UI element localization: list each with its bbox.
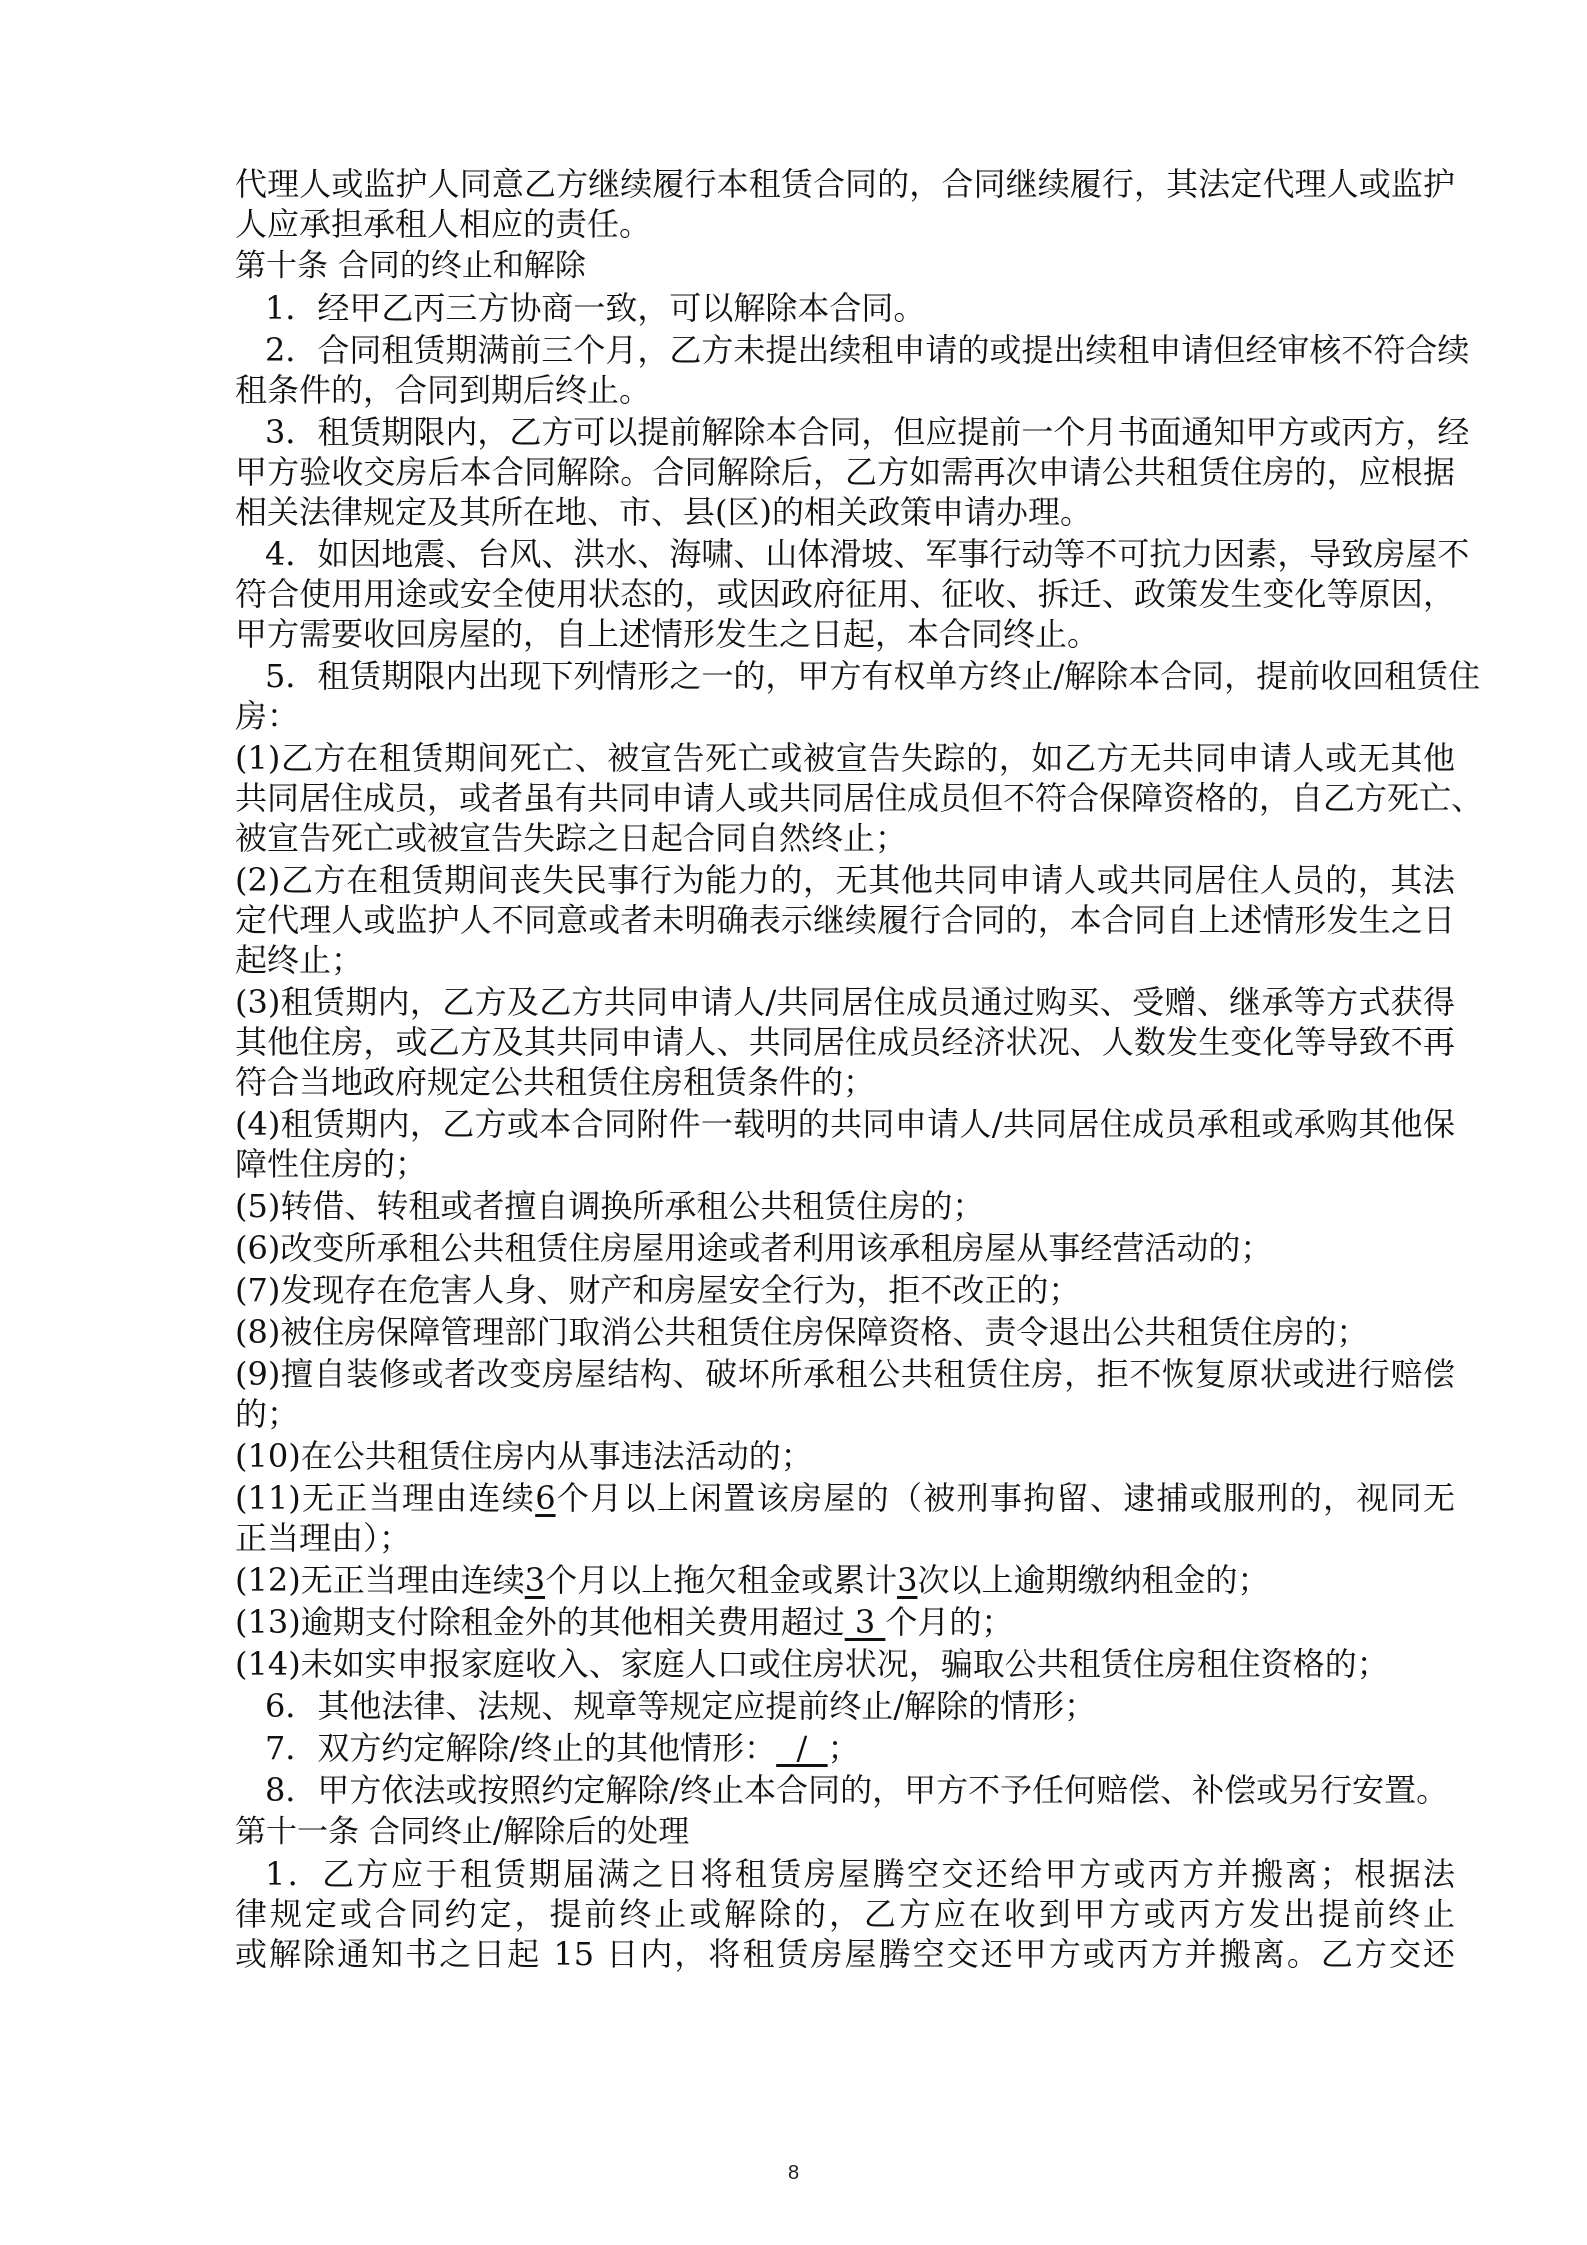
article-11-heading: 第十一条 合同终止/解除后的处理 xyxy=(235,1814,690,1850)
item-1: 共同居住成员，或者虽有共同申请人或共同居住成员但不符合保障资格的，自乙方死亡、 xyxy=(235,779,1484,817)
item-12: (12)无正当理由连续3个月以上拖欠租金或累计3次以上逾期缴纳租金的； xyxy=(235,1561,1270,1599)
item-9: 的； xyxy=(235,1395,300,1433)
clause-5: 房： xyxy=(235,697,300,735)
months-blank: 6 xyxy=(535,1479,556,1517)
clause-3: 甲方验收交房后本合同解除。合同解除后，乙方如需再次申请公共租赁住房的，应根据 xyxy=(235,453,1455,491)
clause-2: 租条件的，合同到期后终止。 xyxy=(235,371,652,409)
item-7: (7)发现存在危害人身、财产和房屋安全行为，拒不改正的； xyxy=(235,1271,1081,1309)
item-5: (5)转借、转租或者擅自调换所承租公共租赁住房的； xyxy=(235,1187,985,1225)
item-2: 定代理人或监护人不同意或者未明确表示继续履行合同的，本合同自上述情形发生之日 xyxy=(235,901,1455,939)
item-4: (4)租赁期内，乙方或本合同附件一载明的共同申请人/共同居住成员承租或承购其他保 xyxy=(235,1105,1455,1143)
item-10: (10)在公共租赁住房内从事违法活动的； xyxy=(235,1437,813,1475)
item-9: (9)擅自装修或者改变房屋结构、破坏所承租公共租赁住房，拒不恢复原状或进行赔偿 xyxy=(235,1355,1455,1393)
item-11: (11)无正当理由连续6个月以上闲置该房屋的（被刑事拘留、逮捕或服刑的，视同无 xyxy=(235,1479,1455,1517)
clause-5: 5．租赁期限内出现下列情形之一的，甲方有权单方终止/解除本合同，提前收回租赁住 xyxy=(265,657,1481,695)
item-1: (1)乙方在租赁期间死亡、被宣告死亡或被宣告失踪的，如乙方无共同申请人或无其他 xyxy=(235,739,1455,777)
continuation-line: 人应承担承租人相应的责任。 xyxy=(235,205,652,243)
clause-4: 4．如因地震、台风、洪水、海啸、山体滑坡、军事行动等不可抗力因素，导致房屋不 xyxy=(265,535,1470,573)
page-number: 8 xyxy=(787,2162,800,2184)
item-13: (13)逾期支付除租金外的其他相关费用超过 3 个月的； xyxy=(235,1603,1014,1641)
article-11-clause-1: 或解除通知书之日起 15 日内，将租赁房屋腾空交还甲方或丙方并搬离。乙方交还 xyxy=(235,1935,1455,1973)
clause-3: 3．租赁期限内，乙方可以提前解除本合同，但应提前一个月书面通知甲方或丙方，经 xyxy=(265,413,1470,451)
item-4: 障性住房的； xyxy=(235,1145,428,1183)
article-10-heading: 第十条 合同的终止和解除 xyxy=(235,248,586,284)
clause-1: 1．经甲乙丙三方协商一致，可以解除本合同。 xyxy=(265,289,926,327)
item-2: (2)乙方在租赁期间丧失民事行为能力的，无其他共同申请人或共同居住人员的，其法 xyxy=(235,861,1455,899)
clause-4: 符合使用用途或安全使用状态的，或因政府征用、征收、拆迁、政策发生变化等原因， xyxy=(235,575,1455,613)
continuation-line: 代理人或监护人同意乙方继续履行本租赁合同的，合同继续履行，其法定代理人或监护 xyxy=(235,165,1455,203)
clause-6: 6．其他法律、法规、规章等规定应提前终止/解除的情形； xyxy=(265,1687,1097,1725)
item-3: (3)租赁期内，乙方及乙方共同申请人/共同居住成员通过购买、受赠、继承等方式获得 xyxy=(235,983,1455,1021)
article-11-clause-1: 1．乙方应于租赁期届满之日将租赁房屋腾空交还给甲方或丙方并搬离；根据法 xyxy=(265,1855,1455,1893)
item-8: (8)被住房保障管理部门取消公共租赁住房保障资格、责令退出公共租赁住房的； xyxy=(235,1313,1369,1351)
clause-3: 相关法律规定及其所在地、市、县(区)的相关政策申请办理。 xyxy=(235,493,1092,531)
clause-8: 8．甲方依法或按照约定解除/终止本合同的，甲方不予任何赔偿、补偿或另行安置。 xyxy=(265,1771,1449,1809)
clause-4: 甲方需要收回房屋的，自上述情形发生之日起，本合同终止。 xyxy=(235,615,1100,653)
item-11: 正当理由）； xyxy=(235,1519,412,1557)
article-11-clause-1: 律规定或合同约定，提前终止或解除的，乙方应在收到甲方或丙方发出提前终止 xyxy=(235,1895,1455,1933)
months-blank: 3 xyxy=(524,1561,546,1599)
clause-2: 2．合同租赁期满前三个月，乙方未提出续租申请的或提出续租申请但经审核不符合续 xyxy=(265,331,1470,369)
times-blank: 3 xyxy=(897,1561,918,1599)
months-blank: 3 xyxy=(844,1603,886,1641)
item-6: (6)改变所承租公共租赁住房屋用途或者利用该承租房屋从事经营活动的； xyxy=(235,1229,1273,1267)
item-3: 符合当地政府规定公共租赁住房租赁条件的； xyxy=(235,1063,876,1101)
item-1: 被宣告死亡或被宣告失踪之日起合同自然终止； xyxy=(235,819,908,857)
other-cases-blank: / xyxy=(776,1729,828,1767)
item-3: 其他住房，或乙方及其共同申请人、共同居住成员经济状况、人数发生变化等导致不再 xyxy=(235,1023,1455,1061)
item-2: 起终止； xyxy=(235,941,364,979)
clause-7: 7．双方约定解除/终止的其他情形： / ； xyxy=(265,1729,860,1767)
item-14: (14)未如实申报家庭收入、家庭人口或住房状况，骗取公共租赁住房租住资格的； xyxy=(235,1645,1389,1683)
